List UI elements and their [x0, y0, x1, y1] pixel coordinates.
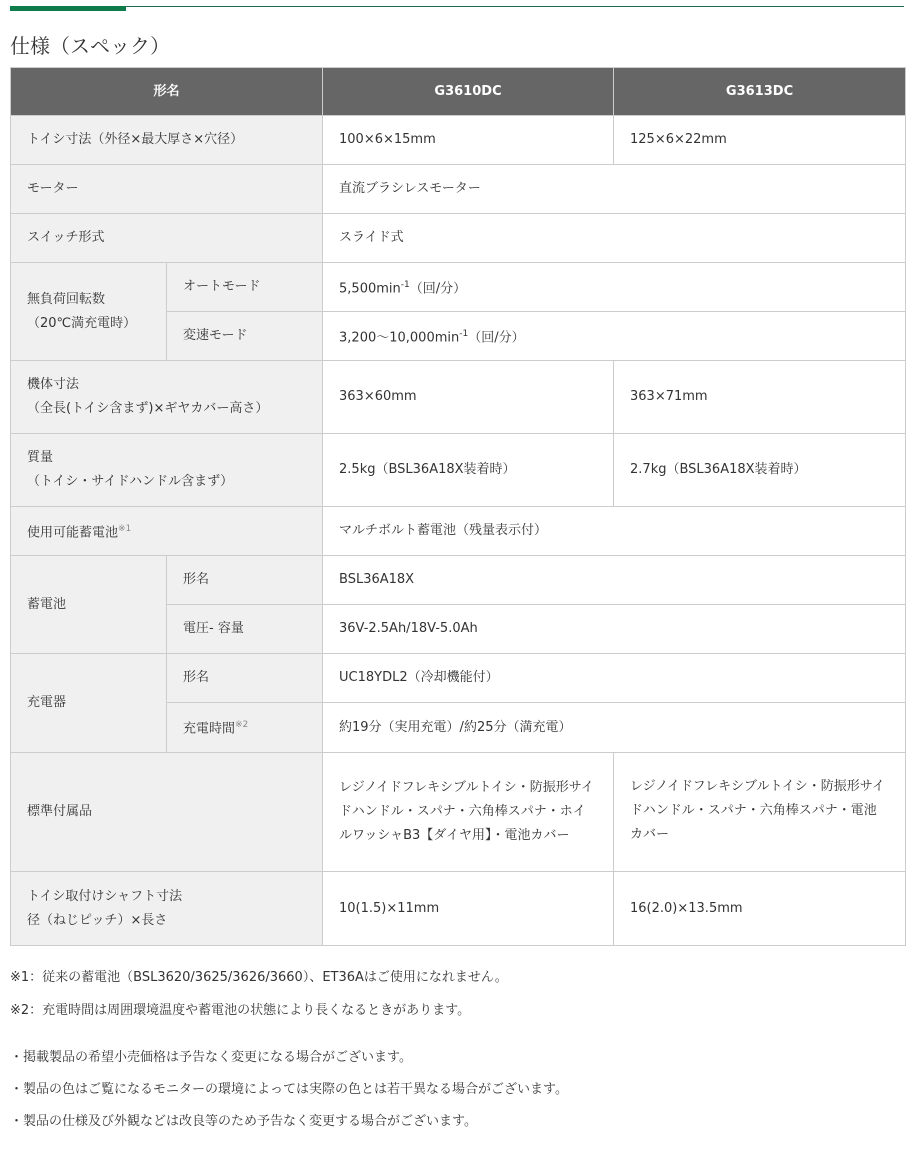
value-text: 5,500min: [339, 281, 401, 297]
footnote-ref: ※2: [235, 720, 249, 731]
unit-text: （回/分）: [409, 281, 467, 297]
unit-text: （回/分）: [468, 330, 525, 346]
sub-label: 変速モード: [167, 312, 323, 361]
cell-value: スライド式: [323, 214, 906, 263]
sub-label: 形名: [167, 556, 323, 605]
row-label: モーター: [11, 165, 323, 214]
cell-value: 10(1.5)×11mm: [323, 872, 614, 946]
row-label: スイッチ形式: [11, 214, 323, 263]
header-g3613dc: G3613DC: [614, 68, 906, 116]
table-row: [11, 214, 906, 263]
label-line: （20℃満充電時）: [27, 315, 137, 331]
table-row: [11, 507, 906, 556]
header-model-label: 形名: [11, 68, 323, 116]
cell-value: 36V-2.5Ah/18V-5.0Ah: [323, 605, 906, 654]
superscript: -1: [400, 279, 410, 290]
label-line: （全長(トイシ含まず)×ギヤカバー高さ）: [27, 401, 269, 416]
disclaimer-color: ・製品の色はご覧になるモニターの環境によっては実際の色とは若干異なる場合がございます。: [10, 1082, 568, 1097]
table-row: [11, 872, 906, 946]
label-line: （トイシ・サイドハンドル含まず）: [27, 474, 234, 489]
label-line: 質量: [27, 450, 54, 465]
spec-table: [10, 67, 906, 946]
superscript: -1: [459, 328, 469, 339]
table-row: [11, 434, 906, 507]
cell-value: 100×6×15mm: [323, 116, 614, 165]
disclaimer-spec: ・製品の仕様及び外観などは改良等のため予告なく変更する場合がございます。: [10, 1114, 477, 1129]
cell-value: 約19分（実用充電）/約25分（満充電）: [323, 703, 906, 753]
table-row: [11, 753, 906, 872]
cell-value: 2.5kg（BSL36A18X装着時）: [323, 434, 614, 507]
label-line: トイシ取付けシャフト寸法: [27, 888, 183, 904]
row-label: [11, 872, 323, 946]
table-row: [11, 654, 906, 703]
cell-value: UC18YDL2（冷却機能付）: [323, 654, 906, 703]
page-title: 仕様（スペック）: [10, 34, 170, 58]
table-row: [11, 556, 906, 605]
label-text: 使用可能蓄電池: [27, 525, 119, 541]
sub-label: 形名: [167, 654, 323, 703]
cell-value: 直流ブラシレスモーター: [323, 165, 906, 214]
label-text: 充電時間: [183, 721, 236, 737]
table-row: [11, 263, 906, 312]
row-label: [11, 361, 323, 434]
cell-value: 16(2.0)×13.5mm: [614, 872, 906, 946]
header-g3610dc: G3610DC: [323, 68, 614, 116]
value-text: 3,200～10,000min: [339, 330, 460, 346]
row-label: トイシ寸法（外径×最大厚さ×穴径）: [11, 116, 323, 165]
row-label: 標準付属品: [11, 753, 323, 872]
sub-label: 電圧- 容量: [167, 605, 323, 654]
section-divider: [10, 6, 904, 7]
label-line: 機体寸法: [27, 377, 80, 392]
table-row: [11, 361, 906, 434]
cell-value: レジノイドフレキシブルトイシ・防振形サイドハンドル・スパナ・六角棒スパナ・ホイルワッシャB3【ダイヤ用】・電池カバー: [323, 753, 614, 872]
sub-label: [167, 703, 323, 753]
disclaimer-price: ・掲載製品の希望小売価格は予告なく変更になる場合がございます。: [10, 1050, 412, 1065]
row-label: 蓄電池: [11, 556, 167, 654]
cell-value: [323, 312, 906, 361]
label-line: 無負荷回転数: [27, 291, 106, 307]
cell-value: 2.7kg（BSL36A18X装着時）: [614, 434, 906, 507]
footnote-2: ※2：充電時間は周囲環境温度や蓄電池の状態により長くなるときがあります。: [10, 1003, 471, 1018]
cell-value: マルチボルト蓄電池（残量表示付）: [323, 507, 906, 556]
row-label: [11, 507, 323, 556]
cell-value: 125×6×22mm: [614, 116, 906, 165]
row-label: [11, 263, 167, 361]
footnote-ref: ※1: [118, 523, 132, 534]
table-header: [11, 68, 906, 116]
sub-label: オートモード: [167, 263, 323, 312]
cell-value: BSL36A18X: [323, 556, 906, 605]
cell-value: 363×60mm: [323, 361, 614, 434]
table-row: [11, 165, 906, 214]
row-label: [11, 434, 323, 507]
cell-value: [323, 263, 906, 312]
cell-value: レジノイドフレキシブルトイシ・防振形サイドハンドル・スパナ・六角棒スパナ・電池カバー: [614, 753, 906, 872]
cell-value: 363×71mm: [614, 361, 906, 434]
label-line: 径（ねじピッチ）×長さ: [27, 912, 168, 928]
table-row: [11, 116, 906, 165]
section-accent-bar: [10, 6, 126, 11]
row-label: 充電器: [11, 654, 167, 753]
footnote-1: ※1：従来の蓄電池（BSL3620/3625/3626/3660）、ET36Aはご使用になれません。: [10, 970, 508, 985]
